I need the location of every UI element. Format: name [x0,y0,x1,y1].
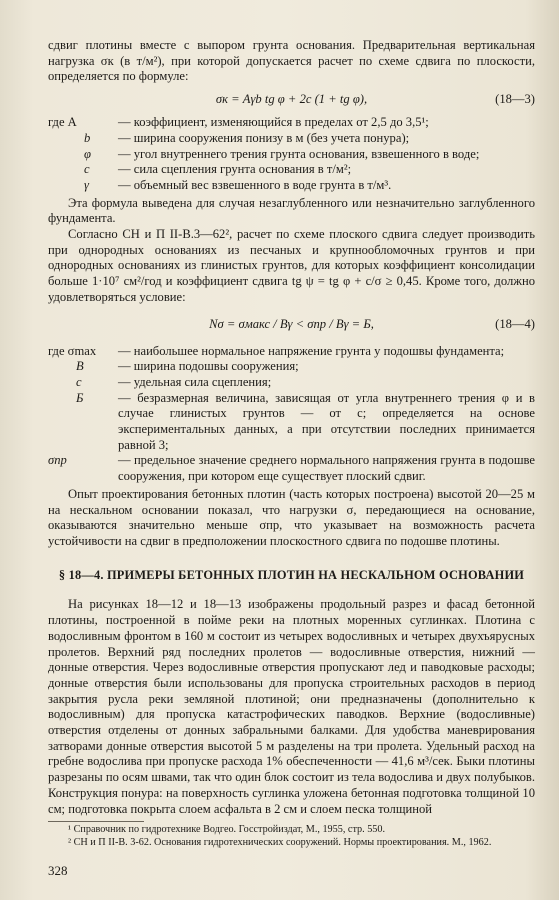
equation-number: (18—4) [495,316,535,331]
definition-symbol: где A [48,115,77,130]
paragraph: Согласно СН и П II-В.3—62², расчет по схеме плоского сдвига следует производить при однородных основаниях из песчаных и крупнообломочных грунтов и при однородных основаниях из глинистых грунтов, для которых коэффициент консолидации больше 1·10⁷ см²/год и коэффициент сдвига tg ψ = tg φ + c/σ ≥ 0,45. Кроме того, должно удовлетворяться условие: [48,227,535,304]
definition-text: — предельное значение среднего нормального напряжения грунта в подошве сооружения, при котором еще существует плоский сдвиг. [118,453,535,484]
definition-text: — безразмерная величина, зависящая от угла внутреннего трения φ и в случае глинистых грунтов — от c; определяется на основе экспериментальных данных, а при отсутствии последних принимается равной 3; [118,390,535,452]
definition-symbol: B [76,359,84,374]
footnote: ² СН и П II-В. 3-62. Основания гидротехнических сооружений. Нормы проектирования. М., 1962. [68,836,492,848]
definition-row [48,453,535,484]
definition-row [48,375,535,391]
definition-symbol: Б [76,390,84,405]
definition-text: — ширина подошвы сооружения; [118,359,299,374]
paragraph: Опыт проектирования бетонных плотин (часть которых построена) высотой 20—25 м на нескальном основании показал, что нагрузки σ, передающиеся на основание, оказываются значительно меньше σпр, что указывает на возможность расчета устойчивости на сдвиг в предположении плоскостного сдвига по подошве плотины. [48,486,535,548]
section-heading: § 18—4. ПРИМЕРЫ БЕТОННЫХ ПЛОТИН НА НЕСКАЛЬНОМ ОСНОВАНИИ [58,567,525,582]
definition-text: — коэффициент, изменяющийся в пределах от 2,5 до 3,5¹; [118,115,429,130]
definition-text: — наибольшее нормальное напряжение грунта у подошвы фундамента; [118,343,505,358]
footnote: ¹ Справочник по гидротехнике Водгео. Госстройиздат, М., 1955, стр. 550. [68,824,386,836]
formula-text: Nσ = σмакс / Bγ < σпр / Bγ = Б, [209,316,374,331]
definition-symbol: b [84,130,91,145]
footnotes [48,824,535,849]
definition-row [48,178,535,194]
definition-symbol: где σmax [48,343,97,358]
definition-text: — удельная сила сцепления; [118,374,272,389]
definition-row [48,359,535,375]
paragraph: сдвиг плотины вместе с выпором грунта основания. Предварительная вертикальная нагрузка σк (в т/м²), при которой допускается расчет по схеме сдвига по плоскости, определяется по формуле: [48,38,535,84]
definition-text: — угол внутреннего трения грунта основания, взвешенного в воде; [118,146,480,161]
page-number: 328 [48,863,68,879]
definitions-list [48,344,535,485]
definition-symbol: σпр [48,453,67,468]
definition-symbol: γ [84,177,89,192]
equation-number: (18—3) [495,92,535,107]
definition-symbol: c [76,374,82,389]
paragraph: Эта формула выведена для случая незаглубленного или незначительно заглубленного фундамента. [48,195,535,226]
formula-text: σк = Aγb tg φ + 2c (1 + tg φ), [215,92,368,107]
definitions-list [48,115,535,194]
formula-18-4 [48,310,535,340]
definition-text: — объемный вес взвешенного в воде грунта в т/м³. [118,177,392,192]
definition-row [48,391,535,454]
definition-symbol: φ [84,146,91,161]
paragraph: На рисунках 18—12 и 18—13 изображены продольный разрез и фасад бетонной плотины, построенной в пойме реки на плотных моренных суглинках. Плотина с водосливным фронтом в 160 м состоит из четырех водосливных и четырех двухъярусных пролетов. Верхний ряд последних пролетов — водосливные отверстия, нижний — донные отверстия. Через водосливные отверстия пропускают лед и паводковые расходы; донные отверстия были использованы для пропуска строительных расходов в период закрытия русла реки земляной плотиной; они предназначены (дополнительно к водосливным) для пропуска катастрофических паводков. Верхние (водосливные) отверстия отделены от донных забральными балками. Для удобства маневрирования затворами донные отверстия высотой 5 м разделены на три пролета. Удельный расход на гребне водослива при пропуске расхода 1% обеспеченности — 41,6 м³/сек. Быки плотины разрезаны по осям швами, так что один блок состоит из тела водослива и двух полубыков. Конструкция понура: на поверхность суглинка уложена бетонная подготовка толщиной 10 см; подготовка покрыта слоем асфальта в 2 см и слоем песка толщиной [48,597,535,816]
definition-symbol: c [84,162,90,177]
definition-text: — ширина сооружения понизу в м (без учета понура); [118,130,410,145]
definition-row [48,162,535,178]
page-body [48,38,535,879]
definition-row [48,131,535,147]
definition-text: — сила сцепления грунта основания в т/м²; [118,162,352,177]
footnote-rule [48,821,144,822]
formula-18-3 [48,89,535,111]
definition-row [48,115,535,131]
definition-row [48,147,535,163]
definition-row [48,344,535,360]
